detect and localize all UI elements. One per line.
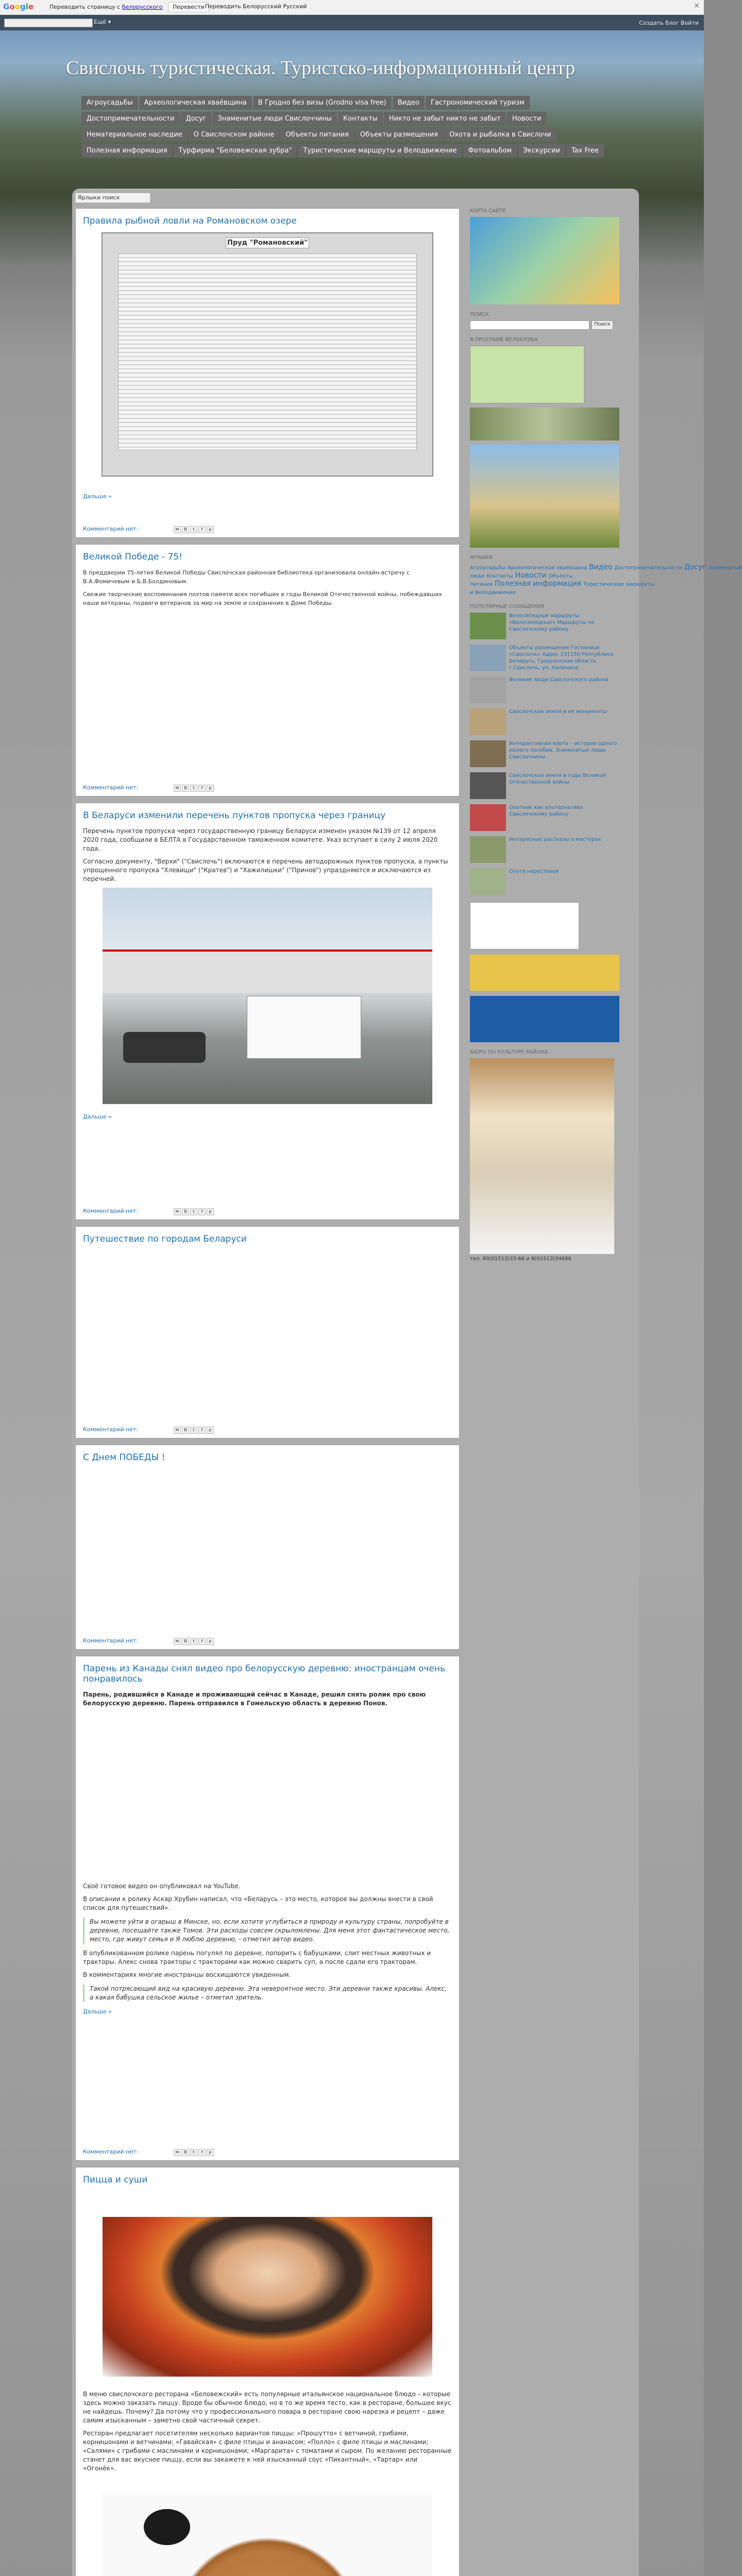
google-translate-bar xyxy=(0,0,704,15)
read-more-link[interactable]: Дальше » xyxy=(83,1113,112,1120)
read-more-link[interactable]: Дальше » xyxy=(83,2008,112,2015)
post-text: Перечень пунктов пропуска через государственную границу Беларуси изменен указом №139 от 12 апреля 2020 года, сообщили в БЕЛТА в Государственном таможенном комитете. Указ вступает в силу 2 июля 2020 года. xyxy=(83,827,438,852)
sign-text-lines xyxy=(118,253,417,450)
site-title[interactable]: Свислочь туристическая. Туристско-информационный центр xyxy=(66,57,576,79)
tab[interactable]: Экскурсии xyxy=(518,144,565,158)
post-title[interactable]: Великой Победе - 75! xyxy=(83,552,182,562)
tabs-menu xyxy=(81,96,617,160)
popular-post-item[interactable]: Интересные рассказы о мастерах xyxy=(470,836,619,863)
post xyxy=(75,208,460,538)
share-buttons[interactable]: ✉ B t f p xyxy=(174,1637,215,1645)
post-title[interactable]: Правила рыбной ловли на Романовском озере xyxy=(83,216,297,226)
share-buttons[interactable]: ✉ B t f p xyxy=(174,784,215,792)
post-text: В комментариях многие иностранцы восхищаются увиденным. xyxy=(83,1971,291,1978)
cloud-tag[interactable]: Агроусадьбы xyxy=(470,565,505,571)
post xyxy=(75,544,460,796)
tab[interactable]: Tax Free xyxy=(566,144,604,158)
tab[interactable]: Археологическая хваёвщина xyxy=(139,96,252,110)
cloud-tag[interactable]: Знаменитые люди xyxy=(470,565,742,579)
cloud-tag[interactable]: хваёвщина xyxy=(556,565,587,571)
post-text: В преддверии 75-летия Великой Победы Свислочская районная библиотека организовала онлайн-встречу с В.А.Фомичевым и Б.В.Болдиновым. xyxy=(83,569,410,585)
vetliva-banner[interactable] xyxy=(470,996,619,1042)
post-title[interactable]: Пицца и суши xyxy=(83,2175,148,2185)
share-buttons[interactable]: ✉ B t f p xyxy=(174,2148,215,2156)
post-text: Согласно документу, "Верхи" ("Свислочь") включаются в перечень автодорожных пунктов пропуска, а пункты упрощенного пропуска "Хлевищи" ("Кратев") и "Хажилишки" ("Принов") упраздняются и исключаются из перечней. xyxy=(83,858,448,883)
tab[interactable]: Охота и рыбалка в Свислочи xyxy=(444,128,556,142)
source-language-link[interactable]: белорусского xyxy=(122,4,163,10)
comments-link[interactable]: Комментарий нет: xyxy=(83,1426,139,1433)
post-quote: Такой потрясающий вид на красивую деревню. Эта невероятное место. Эти деревни также красивы. Алекс, а какая бабушка сельское жилье – отметил зритель. xyxy=(83,1985,452,2002)
sidebar-heading: ЯРЛЫКИ xyxy=(470,555,493,561)
blogger-navbar xyxy=(0,15,704,30)
tab[interactable]: Никто не забыт никто не забыт xyxy=(384,112,506,126)
sidebar-heading: КАРТА САЙТЕ xyxy=(470,208,506,214)
post-title[interactable]: С Днем ПОБЕДЫ ! xyxy=(83,1452,165,1463)
cloud-tag[interactable]: Объекты питания xyxy=(470,573,573,587)
share-buttons[interactable]: ✉ B t f p xyxy=(174,525,215,533)
tab[interactable]: Агроусадьбы xyxy=(81,96,138,110)
main-column xyxy=(75,193,462,2576)
sidebar-search-button[interactable]: Поиск xyxy=(592,320,613,330)
comments-link[interactable]: Комментарий нет: xyxy=(83,526,139,532)
read-more-link[interactable]: Дальше » xyxy=(83,493,112,500)
tab[interactable]: Туристические маршруты и Велодвижение xyxy=(298,144,462,158)
pizza-photo xyxy=(103,2217,432,2377)
translate-message: Переводить страницу с белорусского xyxy=(49,4,163,10)
cloud-tag[interactable]: Контакты xyxy=(486,573,513,579)
sushi-photo xyxy=(103,2494,432,2576)
more-button[interactable]: Ещё ▾ xyxy=(94,19,111,25)
navbar-search-input[interactable] xyxy=(4,19,93,27)
popular-post-item[interactable]: Объекты размещения Гостиница «Свислочь» Адрес 231150 Республика Беларусь, Гродненская область г.Свислочь, ул. Калинина xyxy=(470,645,619,671)
tab[interactable]: Достопримечательности xyxy=(81,112,180,126)
tab[interactable]: Объекты питания xyxy=(280,128,354,142)
tab[interactable]: Объекты размещения xyxy=(355,128,443,142)
translate-button[interactable]: Перевести xyxy=(168,2,209,12)
post xyxy=(75,803,460,1220)
tab[interactable]: Полезная информация xyxy=(81,144,173,158)
popular-post-item[interactable]: Велосипедные маршруты «Велосипедные» Маршруты по Свислочскому району xyxy=(470,613,619,639)
close-icon[interactable]: × xyxy=(694,2,700,10)
label-search-bar[interactable]: Ярлыки поиск xyxy=(75,193,150,203)
post xyxy=(75,1226,460,1438)
cloud-tag[interactable]: Достопримечательности xyxy=(614,565,682,571)
comments-link[interactable]: Комментарий нет: xyxy=(83,1208,139,1214)
sidebar-heading: ПОПУЛЯРНЫЕ СООБЩЕНИЯ xyxy=(470,604,545,609)
comments-link[interactable]: Комментарий нет: xyxy=(83,1637,139,1644)
cloud-tag[interactable]: маршруты и Велодвижение xyxy=(470,582,655,596)
popular-posts xyxy=(470,604,619,895)
post-text: Своё готовое видео он опубликовал на YouTube. xyxy=(83,1883,241,1890)
post-title[interactable]: Парень из Канады снял видео про белорусскую деревню: иностранцам очень понравилось xyxy=(83,1664,446,1684)
cloud-tag[interactable]: Новости xyxy=(515,571,547,580)
sidebar-search-input[interactable] xyxy=(470,320,589,330)
bus-shape xyxy=(247,996,361,1059)
post-title[interactable]: В Беларуси изменили перечень пунктов пропуска через границу xyxy=(83,810,386,821)
tab[interactable]: Новости xyxy=(507,112,547,126)
comments-link[interactable]: Комментарий нет: xyxy=(83,2148,139,2155)
comments-link[interactable]: Комментарий нет: xyxy=(83,784,139,791)
tab[interactable]: Фотоальбом xyxy=(463,144,517,158)
share-buttons[interactable]: ✉ B t f p xyxy=(174,1207,215,1215)
tab[interactable]: Гастрономический туризм xyxy=(426,96,530,110)
cloud-tag[interactable]: Туристические xyxy=(583,582,625,587)
partner-banner[interactable] xyxy=(470,955,619,991)
popular-post-item[interactable]: Свислочская земля и её монументы xyxy=(470,708,619,735)
google-logo: Google xyxy=(3,2,34,11)
sidebar-heading: В ПРОГРАМЕ ВЕЛОКЛУБА xyxy=(470,337,538,343)
tab[interactable]: В Гродно без визы (Grodno visa free) xyxy=(253,96,392,110)
partner-banner[interactable] xyxy=(470,408,619,440)
navbar-user-links[interactable]: Создать блог Войти xyxy=(639,20,699,26)
post-text: В описании к ролику Аскар Хрубин написал, что «Беларусь – это место, которое вы должны внести в свой список для путешествий». xyxy=(83,1895,433,1911)
tab[interactable]: Досуг xyxy=(181,112,212,126)
label-cloud xyxy=(470,555,742,597)
partner-banner[interactable] xyxy=(470,346,584,403)
info-poster[interactable] xyxy=(470,1058,614,1254)
popular-post-item[interactable]: Интерактивная карта – история одного малого пособия. Знаменитые люди Свислоччины xyxy=(470,740,619,767)
popular-post-item[interactable]: Охота нерестовая xyxy=(470,868,619,895)
cloud-tag[interactable]: Археологическая xyxy=(507,565,555,571)
cloud-tag[interactable]: информация xyxy=(533,580,582,588)
contact-phone: тел. 80(01513)33-66 и 8(01513)34686 xyxy=(470,1256,571,1262)
post-title[interactable]: Путешествие по городам Беларуси xyxy=(83,1234,247,1244)
cloud-tag[interactable]: Полезная xyxy=(495,580,531,588)
popular-post-item[interactable]: Охотник как альтернатива Свислочскому району xyxy=(470,804,619,831)
tab[interactable]: О Свислочском районе xyxy=(189,128,280,142)
tab[interactable]: Видео xyxy=(393,96,425,110)
soy-sauce-bowl xyxy=(144,2509,190,2545)
share-buttons[interactable]: ✉ B t f p xyxy=(174,1426,215,1434)
district-committee-banner[interactable] xyxy=(470,902,579,950)
cloud-tag[interactable]: Видео xyxy=(588,563,613,571)
sign-title: Пруд "Романовский" xyxy=(226,238,309,248)
post xyxy=(75,1656,460,2161)
post-text: В меню свислочского ресторана «Беловежский» есть популярные итальянское национальное блюдо – которые здесь можно заказать пиццу. Вроде бы обычное блюдо, но в то же время тесто, как в ресторане, большее вкус не найдешь. Почему? Да потому что у профессионального повара в ресторане свою нарезка и рецепт – даже самим изысканным – заметно свой частичный секрет. xyxy=(83,2391,451,2424)
popular-post-item[interactable]: Свислочская земля в годы Великой Отечественной войны xyxy=(470,772,619,799)
tab[interactable]: Турфирма "Беловежская зубра" xyxy=(174,144,297,158)
post-lead: Парень, родившийся в Канаде и проживающий сейчас в Канаде, решил снять ролик про свою белорусскую деревню. Парень отправился в Гомельскую область в деревню Понов. xyxy=(83,1691,426,1707)
post-text: В опубликованном ролике парень погулял по деревне, попорить с бабушками, слит местных животных и тракторы. Алекс снова тракторы с тракторами как можно сварить суп, а после сдали его тракторам. xyxy=(83,1950,431,1965)
post-quote: Вы можете уйти в огарыш в Минске, но, если хотите углубиться в природу и культуру страны, попробуйте в деревню, посещайте также Томов. Эти расходы совсем скрыломлены. Для меня этот фантастическое место, место, где живут семья и Я люблю деревню, - отметил автор видео. xyxy=(83,1918,452,1944)
tab[interactable]: Знаменитые люди Свислоччины xyxy=(212,112,337,126)
checkpoint-canopy xyxy=(103,950,432,993)
translate-options[interactable]: Переводить Белорусский Русский xyxy=(205,3,307,10)
sidebar-heading: ПОИСК xyxy=(470,312,489,317)
popular-post-item[interactable]: Великие люди Свислочского района xyxy=(470,676,619,703)
post-text: Ресторан предлагает посетителям несколько вариантов пиццы: «Прошутто» с ветчиной, грибами, корнишонами и ветчинами; «Гавайская» с филе птицы и ананасом; «Полло» с филе птицы и маслинами; «Салями» с грибами с маслинами и корнишонами; «Маргарита» с томатами и сыром. По желанию ресторанные станет для вас вкуснее пиццу, если вы закажете к ней изысканный соус «Пикантный», «Тартар» или «Огонёк». xyxy=(83,2430,452,2472)
minsk-card-banner[interactable] xyxy=(470,217,619,304)
car-shape xyxy=(123,1032,206,1063)
post xyxy=(75,1445,460,1650)
rules-sign-image xyxy=(102,232,433,477)
sidebar xyxy=(470,208,742,1269)
tab[interactable]: Нематериальное наследие xyxy=(81,128,188,142)
post-text: Свежие творческие воспоминания поэтов памяти всех погибших в годы Великой Отечественной войны, побеждавших наши ветераны, подвиги ветеранов за мир на земле и сохранение в Доме Победы. xyxy=(83,591,442,606)
tab[interactable]: Контакты xyxy=(338,112,383,126)
video-embed-area[interactable] xyxy=(83,1712,452,1882)
cyclist-banner[interactable] xyxy=(470,445,619,548)
post xyxy=(75,2167,460,2576)
cloud-tag[interactable]: Досуг xyxy=(684,563,706,571)
border-checkpoint-photo xyxy=(103,888,432,1104)
sidebar-heading: БЮРО ПО КУЛЬТУРЕ РАЙОНА xyxy=(470,1049,548,1055)
